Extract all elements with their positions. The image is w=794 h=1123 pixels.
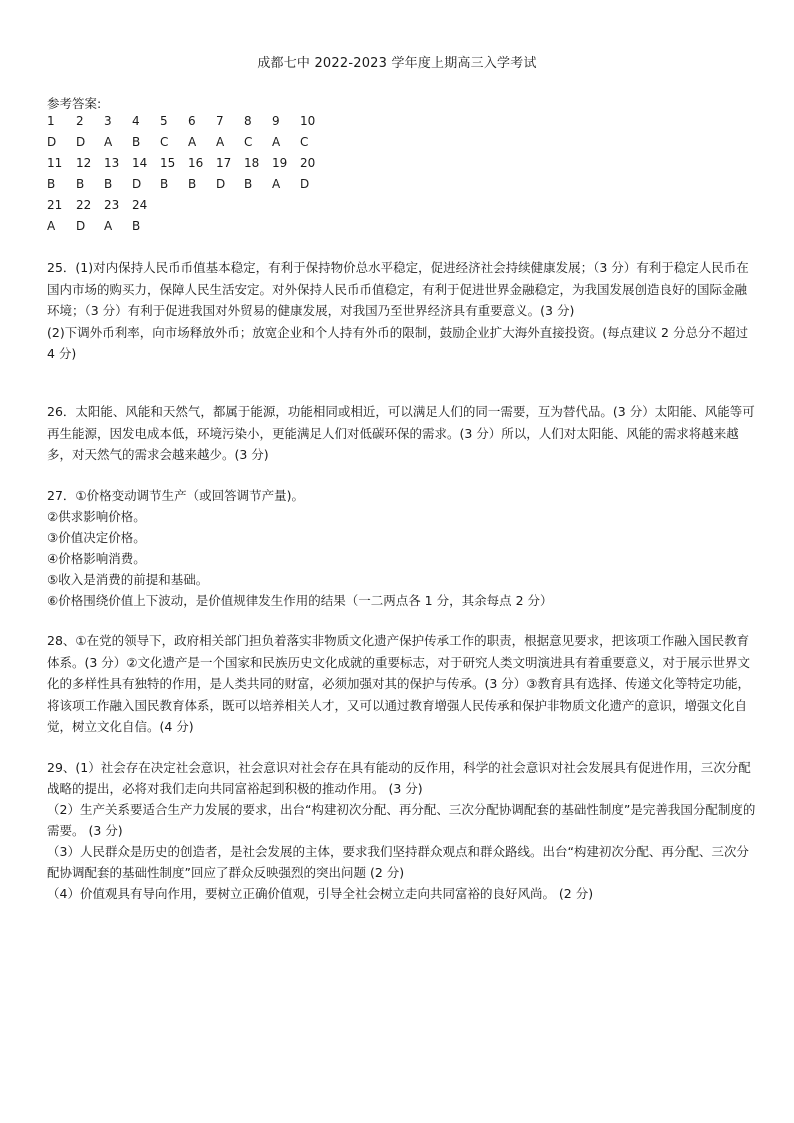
question-number: 10: [300, 114, 316, 128]
question-number: 8: [244, 114, 252, 128]
question-number: 16: [188, 156, 204, 170]
answer-letter: D: [76, 219, 86, 233]
question-25-answer: [47, 257, 757, 365]
question-number: 2: [76, 114, 84, 128]
q29-line: （3）人民群众是历史的创造者，是社会发展的主体，要求我们坚持群众观点和群众路线。出台“构建初次分配、再分配、三次分配协调配套的基础性制度”回应了群众反映强烈的突出问题 (2 分): [47, 844, 749, 880]
q25-part2: (2)下调外币利率，向市场释放外币；放宽企业和个人持有外币的限制，鼓励企业扩大海外直接投资。(每点建议 2 分总分不超过 4 分): [47, 324, 748, 361]
question-number: 24: [132, 198, 148, 212]
page-title: 成都七中 2022-2023 学年度上期高三入学考试: [257, 56, 537, 71]
q29-line: （4）价值观具有导向作用，要树立正确价值观，引导全社会树立走向共同富裕的良好风尚。 (2 分): [47, 886, 594, 901]
answer-letter: B: [47, 177, 56, 191]
question-number: 15: [160, 156, 176, 170]
answer-letter: D: [132, 177, 142, 191]
answer-letter: D: [216, 177, 226, 191]
answer-letter: B: [76, 177, 85, 191]
answer-letter: D: [300, 177, 310, 191]
answer-letter: B: [104, 177, 113, 191]
question-number: 7: [216, 114, 224, 128]
question-number: 22: [76, 198, 92, 212]
question-number: 21: [47, 198, 63, 212]
question-number: 19: [272, 156, 288, 170]
answer-letter: D: [47, 135, 57, 149]
answer-letter: B: [132, 219, 141, 233]
question-26-answer: [47, 401, 757, 466]
question-28-answer: [47, 630, 757, 738]
answer-letter: C: [300, 135, 309, 149]
question-number: 4: [132, 114, 140, 128]
q27-line: ③价值决定价格。: [47, 530, 146, 545]
q27-line: ②供求影响价格。: [47, 509, 146, 524]
answer-letter: B: [160, 177, 169, 191]
question-number: 12: [76, 156, 92, 170]
q25-part1: 25．(1)对内保持人民币币值基本稳定，有利于保持物价总水平稳定，促进经济社会持续健康发展；（3 分）有利于稳定人民币在国内市场的购买力，保障人民生活安定。对外保持人民币币值稳定，有利于促进世界金融稳定，为我国发展创造良好的国际金融环境；（3 分）有利于促进我国对外贸易的健康发展，对我国乃至世界经济具有重要意义。(3 分): [47, 260, 749, 318]
answer-letter: A: [272, 135, 281, 149]
question-number: 1: [47, 114, 55, 128]
question-number: 11: [47, 156, 63, 170]
question-number: 20: [300, 156, 316, 170]
question-number: 13: [104, 156, 120, 170]
q27-line: ⑤收入是消费的前提和基础。: [47, 572, 209, 587]
q27-line: 27．①价格变动调节生产（或回答调节产量)。: [47, 488, 304, 503]
question-number: 18: [244, 156, 260, 170]
answer-letter: A: [272, 177, 281, 191]
answer-letter: A: [188, 135, 197, 149]
question-27-answer: [47, 485, 757, 611]
question-29-answer: [47, 757, 757, 904]
q29-line: （2）生产关系要适合生产力发展的要求，出台“构建初次分配、再分配、三次分配协调配套的基础性制度”是完善我国分配制度的需要。 (3 分): [47, 802, 756, 838]
question-number: 17: [216, 156, 232, 170]
answer-letter: C: [244, 135, 253, 149]
answer-letter: B: [244, 177, 253, 191]
answer-letter: D: [76, 135, 86, 149]
question-number: 9: [272, 114, 280, 128]
answer-letter: A: [47, 219, 56, 233]
question-number: 3: [104, 114, 112, 128]
question-number: 14: [132, 156, 148, 170]
q27-line: ④价格影响消费。: [47, 551, 146, 566]
q29-line: 29、(1）社会存在决定社会意识，社会意识对社会存在具有能动的反作用，科学的社会意识对社会发展具有促进作用，三次分配战略的提出，必将对我们走向共同富裕起到积极的推动作用。 (3 分): [47, 760, 751, 796]
question-number: 5: [160, 114, 168, 128]
answer-letter: A: [104, 219, 113, 233]
q26-text: 26．太阳能、风能和天然气，都属于能源，功能相同或相近，可以满足人们的同一需要，互为替代品。(3 分）太阳能、风能等可再生能源，因发电成本低，环境污染小，更能满足人们对低碳环保的需求。(3 分）所以，人们对太阳能、风能的需求将越来越多，对天然气的需求会越来越少。(3 分): [47, 404, 755, 462]
answer-letter: B: [132, 135, 141, 149]
question-number: 6: [188, 114, 196, 128]
answer-letter: A: [104, 135, 113, 149]
answer-letter: C: [160, 135, 169, 149]
answer-letter: A: [216, 135, 225, 149]
q28-text: 28、①在党的领导下，政府相关部门担负着落实非物质文化遗产保护传承工作的职责，根据意见要求，把该项工作融入国民教育体系。(3 分）②文化遗产是一个国家和民族历史文化成就的重要标志，对于研究人类文明演进具有着重要意义，对于展示世界文化的多样性具有独特的作用，是人类共同的财富，必须加强对其的保护与传承。(3 分）③教育具有选择、传递文化等特定功能，将该项工作融入国民教育体系，既可以培养相关人才，又可以通过教育增强人民传承和保护非物质文化遗产的意识，增强文化自觉，树立文化自信。(4 分): [47, 633, 751, 734]
q27-line: ⑥价格围绕价值上下波动，是价值规律发生作用的结果（一二两点各 1 分，其余每点 2 分）: [47, 593, 553, 608]
answers-label: 参考答案:: [47, 96, 102, 111]
question-number: 23: [104, 198, 120, 212]
answer-letter: B: [188, 177, 197, 191]
